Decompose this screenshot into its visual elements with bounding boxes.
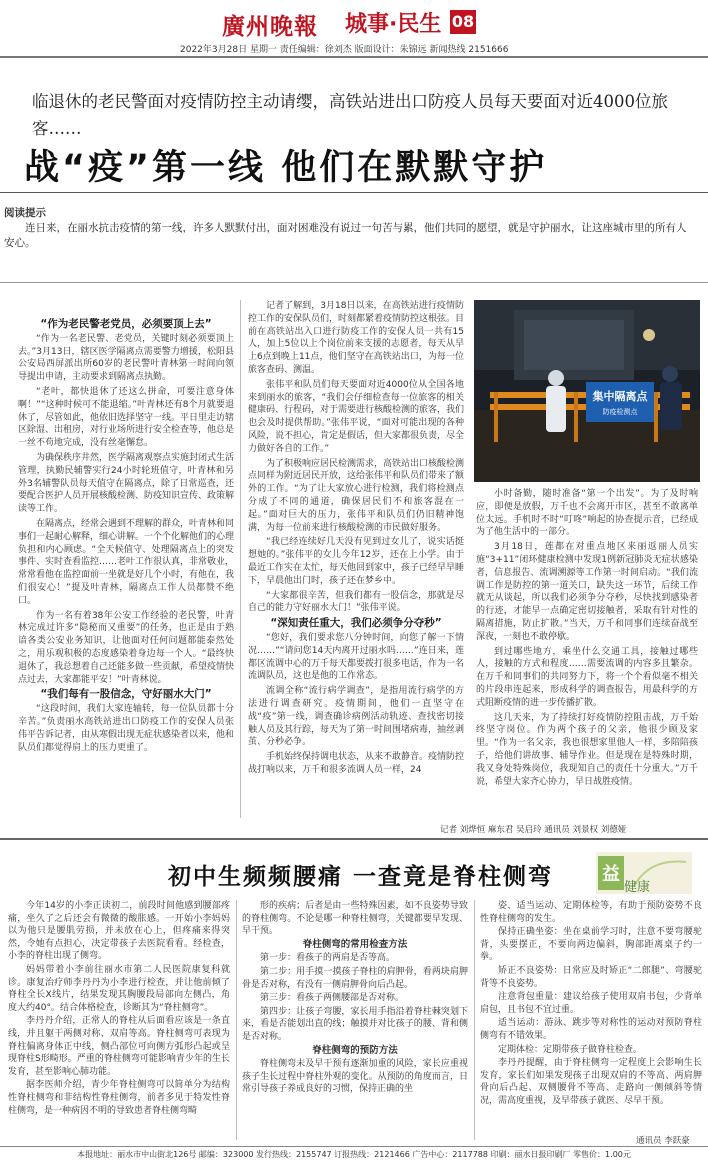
paragraph: 张伟平和队员们每天要面对近4000位从全国各地来到丽水的旅客，“我们会仔细检查每一位旅客的相关健康码、行程码，对于需要进行核酸检测的旅客，我们也会及时提供帮助。”张伟平说，“面对可能出现的各种风险，说不担心，肯定是假话，但大家都很负责，尽全力做好各自的工作。”	[248, 379, 464, 454]
section-title: 城事·民生	[345, 12, 442, 37]
article-column-2	[248, 300, 464, 820]
paragraph: “您好，我们要求您八分钟时间，向您了解一下情况……”“请问您14天内离开过丽水吗……”连日来，莲都区流调中心的万千每天都要拨打很多电话，作为一名流调队员，这也是他的工作常态。	[248, 632, 464, 682]
paragraph: 李丹丹介绍，正常人的脊柱从后面看应该是一条直线，并且躯干两侧对称、双肩等高。脊柱侧弯可表现为脊柱偏离身体正中线，侧凸部位可向侧方弧形凸起或呈现脊柱S形畸形。严重的脊柱侧弯可能影响青少年的生长发育，甚至影响心肺功能。	[8, 1016, 230, 1077]
lead-label: 阅读提示	[4, 207, 46, 219]
paragraph: 形的疾病；后者是由一些特殊因素，如不良姿势导致的脊柱侧弯。不论是哪一种脊柱侧弯，关键都要早发现、早干预。	[242, 901, 468, 937]
paragraph: 妈妈带着小李前往丽水市第二人民医院康复科就诊。康复治疗师李丹丹为小李进行检查，并让他前倾了脊柱全长X线片，结果发现其胸腰段局部向左侧凸，角度大约40°。结合体格检查，诊断其为“脊柱侧弯”。	[8, 964, 230, 1013]
article2-headline: 初中生频频腰痛 一查竟是脊柱侧弯	[168, 864, 554, 890]
paragraph: 流调全称“流行病学调查”，是指用流行病学的方法进行调查研究。疫情期间，他们一直坚守在战“疫”第一线，调查确诊病例活动轨迹、查找密切接触人员及其行踪，每天为了第一时间围堵病毒，抽丝剥茧、分秒必争。	[248, 686, 464, 748]
paragraph: 小时备勤，随时准备“第一个出发”。为了及时响应，即便是放假，万千也不会离开市区，甚至不敢离单位太远。手机时不时“叮咚”响起的协查提示音，已经成为了他生活中的一部分。	[476, 489, 698, 538]
paragraph: “老叶，都快退休了还这么拼命，可要注意身体啊！”“这种时候可不能退缩。”叶青林还有8个月就要退休了，尽管如此，他依旧选择坚守一线。平日里走访辖区除湿、出租房，对行业场所进行安全检查等，他总是一丝不苟地完成，没有丝毫懈怠。	[18, 386, 234, 449]
paragraph: 到过哪些地方，乘坐什么交通工具，接触过哪些人，接触的方式和程度……需要流调的内容多且繁杂。在万千和同事们的共同努力下，将一个个看似毫不相关的片段串连起来，形成科学的调查报告，用最科学的方式阻断疫情的进一步传播扩散。	[476, 646, 698, 708]
divider	[0, 192, 708, 193]
sign-text: 集中隔离点	[592, 390, 648, 403]
article-column-1	[18, 318, 234, 818]
paragraph: 这几天来，为了持续打好疫情防控阻击战，万千始终坚守岗位。作为两个孩子的父亲，他很少顾及家里。“作为一名父亲，我也很想家里他人一样，多陪陪孩子，给他们讲故事、辅导作业。但是现在是特殊时期，我又身处特殊岗位，我现知自己的责任十分重大。”万千说，希望大家齐心协力，早日战胜疫情。	[476, 712, 698, 787]
divider	[0, 282, 708, 283]
lead-paragraph: 连日来，在丽水抗击疫情的第一线，许多人默默付出，面对困难没有说过一句苦与累，他们共同的愿望，就是守护丽水，让这座城市里的所有人安心。	[4, 222, 687, 249]
paragraph: “作为一名老民警、老党员，关键时刻必须要顶上去。”3月13日，辖区医学隔离点需要警力增援，松阳县公安局西屏派出所60岁的老民警叶青林第一时间向领导提出申请，主动要求到隔离点执勤。	[18, 333, 234, 383]
paragraph: 作为一名有着38年公安工作经验的老民警，叶青林完成过许多“隐秘而又重要”的任务，也正是由于熟谙各类公安业务知识，让他面对任何问题都能泰然处之，用乐观积极的态度感染着身边每一个人。“最终快退休了，我总想着自己还能多做一些贡献，希望疫情快点过去，大家都能平安！”叶青林说。	[18, 610, 234, 685]
newspaper-logo: 廣州晚報	[222, 13, 318, 40]
column-divider	[236, 900, 237, 1140]
subheading: “作为老民警老党员，必须要顶上去”	[40, 318, 212, 330]
step-item: 第一步：看孩子的两肩是否等高。	[260, 953, 396, 964]
step-item: 第三步：看孩子两侧腰部是否对称。	[260, 993, 405, 1004]
divider	[0, 838, 708, 840]
article-deck: 临退休的老民警面对疫情防控主动请缨，高铁站进出口防疫人员每天要面对近4000位旅客……	[32, 92, 668, 138]
article-headline: 战“疫”第一线 他们在默默守护	[24, 148, 548, 188]
paragraph: 在隔离点，经常会遇到不理解的群众，叶青林和同事们一起耐心解释，细心讲解。一个个化解他们的心理负担和内心顾虑。“全天候值守、处理隔离点上的突发事件、实时查看监控……老叶工作很认真，非常敬业，常常看他在监控面前一坐就是好几个小时，有他在，我们很安心！”提及叶青林，隔离点工作人员都赞不绝口。	[18, 518, 234, 606]
masthead-divider	[0, 56, 708, 58]
tip-item: 适当运动：游泳、跳步等对称性的运动对预防脊柱侧弯有不错效果。	[480, 1018, 702, 1041]
step-item: 第四步：让孩子弯腰，家长用手指沿着脊柱棘突划下来，看是否能划出直的线；触摸并对比孩子的腰、背和侧是否对称。	[242, 1006, 468, 1042]
paragraph: “我已经连续好几天没有见到过女儿了，说实话挺想她的。”张伟平的女儿今年12岁，还在上小学。由于最近工作实在太忙，每天他回到家中，孩子已经早早睡下，早晨他出门时，孩子还在梦乡中。	[248, 537, 464, 586]
tip-item: 定期体检：定期带孩子做脊柱检查。	[498, 1044, 643, 1055]
health-column-name: 健康	[624, 880, 651, 895]
dateline: 2022年3月28日 星期一 责任编辑：徐刘杰 版面设计：朱锦远 新闻热线 2151666	[180, 45, 509, 55]
paragraph: 李丹丹提醒，由于脊柱侧弯一定程度上会影响生长发育，家长们如果发现孩子出现双肩的不等高、两肩胛骨向后凸起、双侧腰骨不等高、走路向一侧倾斜等情况，需高度重视，及早带孩子就医、尽早干预。	[480, 1058, 702, 1106]
article2-byline: 通讯员 李跃豪	[636, 1136, 690, 1146]
news-photo	[474, 300, 700, 482]
column-divider	[240, 300, 241, 818]
paragraph: “大家都很辛苦，但我们都有一股信念，那就是尽自己的能力守好丽水大门！”张伟平说。	[248, 590, 464, 614]
paragraph: “这段时间，我们大家连轴转，每一位队员都十分辛苦。”负责丽水高铁站进出口防疫工作的安保人员张伟平告诉记者，由从寒假出现无症状感染者以来，他和队员们都觉得肩上的压力更重了。	[18, 704, 234, 753]
masthead	[0, 0, 708, 58]
page-number: 08	[450, 10, 476, 34]
article2-column-1	[8, 900, 230, 1145]
subheading: “深知责任重大，我们必须争分夺秒”	[270, 617, 442, 630]
subheading: “我们每有一股信念，守好丽水大门”	[40, 688, 212, 701]
tip-item: 矫正不良姿势：日常应及时矫正“二郎腿”、弯腰驼背等不良姿势。	[480, 965, 702, 989]
paragraph: 据李医师介绍，青少年脊柱侧弯可以简单分为结构性脊柱侧弯和非结构性脊柱侧弯，前者多见于特发性脊柱侧弯，是一种病因不明的导致患者脊柱侧弯畸	[8, 1080, 230, 1116]
subheading: 脊柱侧弯的常用检查方法	[302, 938, 408, 950]
paragraph: 为确保秩序井然，医学隔离观察点实施封闭式生活管理，执勤民辅警实行24小时轮班值守，叶青林和另外3名辅警队员每天值守在隔离点，除了日常巡查，还要配合医护人员开展核酸检测、防疫知识宣传、政策解读等工作。	[18, 452, 234, 515]
column-logo-glyph: 益	[602, 864, 620, 885]
paragraph: 手机始终保持调电状态，从来不敢静音。疫情防控战打响以来，万千和很多流调人员一样，24	[248, 752, 464, 775]
tip-item: 注意背包重量：建议给孩子使用双肩书包，少背单肩包，且书包不宜过重。	[480, 992, 702, 1015]
paragraph: 为了积极响应居民检测需求，高铁站出口核酸检测点同样为附近居民开放，这给张伟平和队员们带来了额外的工作。“为了让大家放心进行检测，我们将检测点分成了不同的通道，确保居民们不和旅客混在一起。”面对巨大的压力，张伟平和队员们仍旧精神饱满，为每一位前来进行核酸检测的市民做好服务。	[248, 458, 464, 533]
paragraph: 今年14岁的小李正读初二，前段时间他感到腰部疼痛，坐久了之后还会有微微的酸胀感。一开始小李妈妈以为他只是腰肌劳损，并未放在心上，但疼痛来得突然，令她有点担心，决定带孩子去医院看看。经检查，小李的脊柱出现了侧弯。	[8, 901, 230, 962]
paragraph: 姿、适当运动、定期体检等，有助于预防姿势不良性脊柱侧弯的发生。	[480, 901, 702, 924]
article2-column-3	[480, 900, 702, 1145]
tip-item: 保持正确坐姿：坐在桌前学习时，注意不要弯腰驼背，头要摆正，不要向两边偏斜，胸部距离桌子约一拳。	[480, 927, 702, 963]
article-column-3	[476, 488, 698, 818]
paragraph: 记者了解到，3月18日以来，在高铁站进行疫情防控工作的安保队员们，时刻都紧着疫情防控这根弦。目前在高铁站出入口进行防疫工作的安保人员一共有15人，加上5位以上个岗位前来支援的志愿者，每天从早上6点到晚上11点，他们坚守在高铁站出口，为每一位旅客查码、测温。	[248, 301, 464, 375]
article2-column-2	[242, 900, 468, 1145]
step-item: 第二步：用手摸一摸孩子脊柱的肩胛骨，看两块肩胛骨是否对称，有没有一侧肩胛骨向后凸起。	[242, 966, 468, 990]
sign-subtext: 防疫检测点	[602, 408, 638, 416]
article-byline: 记者 刘烨恒 麻东君 吴启玲 通讯员 刘景权 刘德娅	[440, 825, 627, 835]
paragraph: 3月18日，莲都在对重点地区来丽返丽人员实施“3+11”闭环健康检测中发现1例新冠肺炎无症状感染者，信息报告、流调溯源等工作第一时间启动。“我们流调工作是防控的第一道关口，缺失这一环节，后续工作就无从谈起，所以我们必须争分夺秒，尽快找到感染者的行迹，才能早一点确定密切接触者，采取有针对性的隔离措施，防止扩散。”当天，万千和同事们连续奋战至深夜，一刻也不敢停歇。	[476, 542, 698, 642]
paragraph: 脊柱侧弯未及早干预有逐渐加重的风险，家长应重视孩子生长过程中脊柱外观的变化。从预防的角度而言，日常引导孩子养成良好的习惯，保持正确的坐	[242, 1059, 468, 1095]
column-divider	[474, 900, 475, 1140]
footer: 本报地址：丽水市中山街北126号 邮编：323000 发行热线：2155747 订报热线：2121466 广告中心：2117788 印刷：丽水日报印刷厂 零售价：1.00元	[0, 1146, 708, 1163]
subheading: 脊柱侧弯的预防方法	[312, 1044, 398, 1056]
